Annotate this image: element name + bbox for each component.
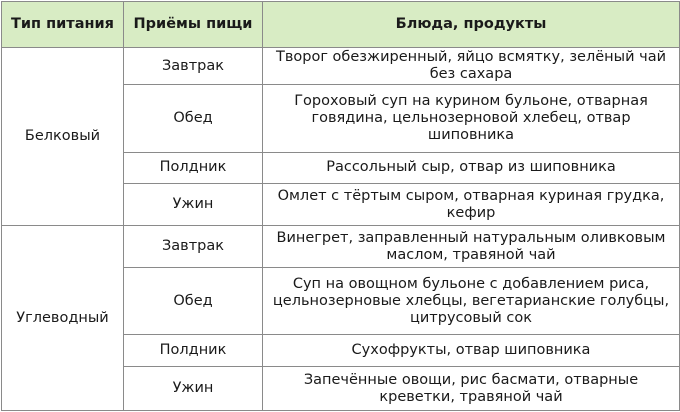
dishes-cell: Гороховый суп на курином бульоне, отварная говядина, цельнозерновой хлебец, отвар шиповника [263, 85, 680, 152]
dishes-cell: Суп на овощном бульоне с добавлением риса, цельнозерновые хлебцы, вегетарианские голубцы, цитрусовый сок [263, 267, 680, 334]
meal-cell: Обед [124, 85, 263, 152]
meal-cell: Завтрак [124, 48, 263, 85]
meal-cell: Ужин [124, 367, 263, 411]
meal-cell: Завтрак [124, 226, 263, 267]
dishes-cell: Рассольный сыр, отвар из шиповника [263, 152, 680, 183]
dishes-cell: Творог обезжиренный, яйцо всмятку, зелёный чай без сахара [263, 48, 680, 85]
diet-type-cell: Белковый [2, 48, 124, 226]
diet-type-cell: Углеводный [2, 226, 124, 411]
header-meals: Приёмы пищи [124, 2, 263, 48]
diet-menu-table [1, 1, 680, 411]
dishes-cell: Винегрет, заправленный натуральным оливковым маслом, травяной чай [263, 226, 680, 267]
table-row [2, 226, 680, 267]
dishes-cell: Омлет с тёртым сыром, отварная куриная грудка, кефир [263, 183, 680, 226]
header-row [2, 2, 680, 48]
table-row [2, 48, 680, 85]
header-diet-type: Тип питания [2, 2, 124, 48]
dishes-cell: Запечённые овощи, рис басмати, отварные креветки, травяной чай [263, 367, 680, 411]
dishes-cell: Сухофрукты, отвар шиповника [263, 335, 680, 367]
meal-cell: Ужин [124, 183, 263, 226]
meal-cell: Обед [124, 267, 263, 334]
header-dishes: Блюда, продукты [263, 2, 680, 48]
meal-cell: Полдник [124, 152, 263, 183]
meal-cell: Полдник [124, 335, 263, 367]
